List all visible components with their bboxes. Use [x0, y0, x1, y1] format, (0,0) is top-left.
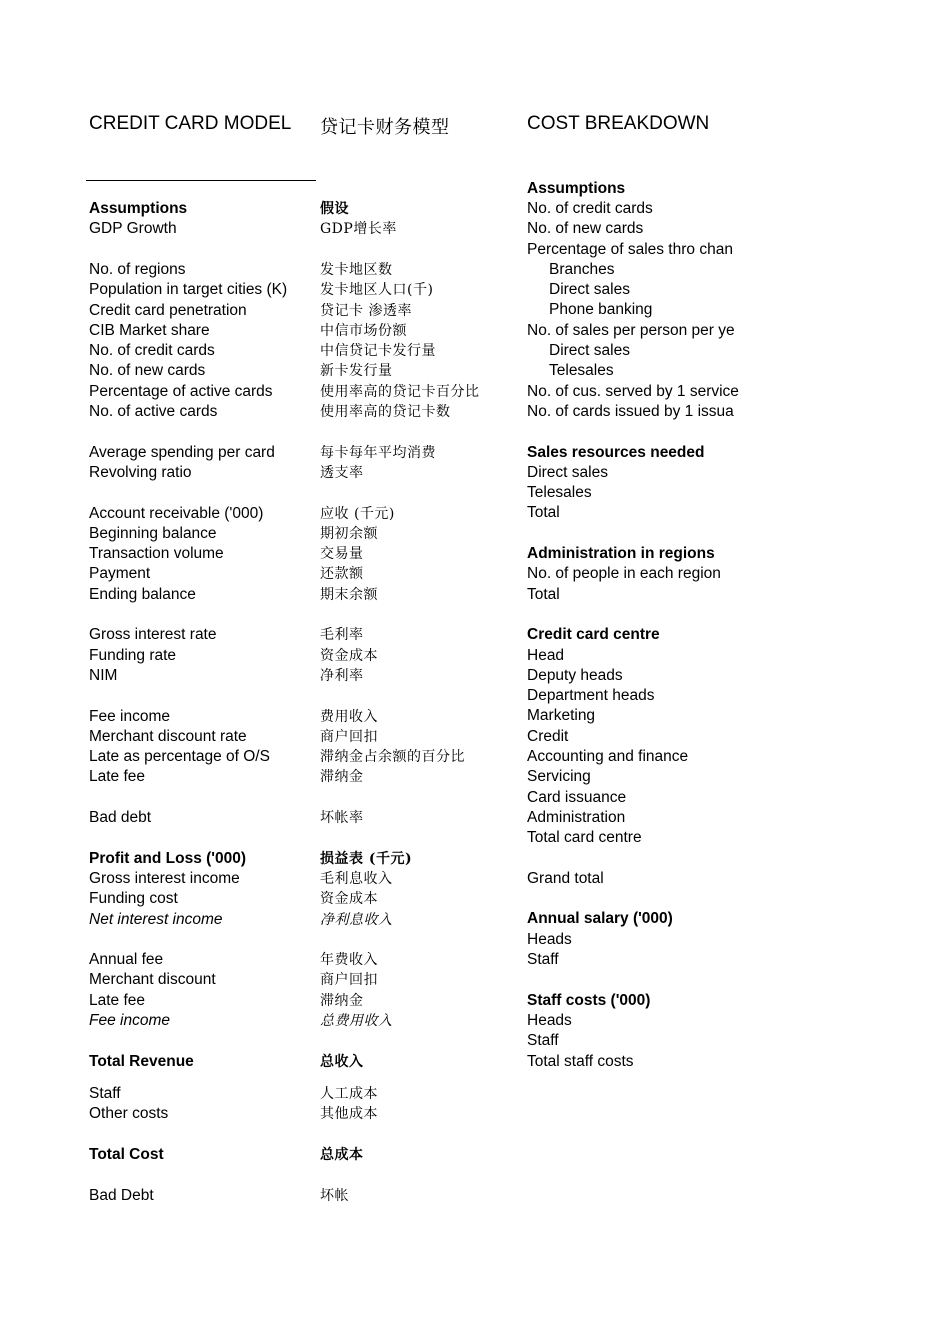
- row-label-en: CIB Market share: [89, 321, 210, 339]
- row-label-cn: 滞纳金占余额的百分比: [320, 749, 465, 766]
- section-heading: Sales resources needed: [527, 443, 705, 461]
- row-label-en: Merchant discount: [89, 971, 216, 989]
- row-label-en: Account receivable ('000): [89, 504, 264, 522]
- row-label-cn: 费用收入: [320, 708, 378, 725]
- row-label-en: Funding rate: [89, 646, 177, 664]
- cost-item-label: Branches: [549, 260, 615, 278]
- row-label-cn: 毛利息收入: [320, 870, 393, 887]
- cost-item-label: Credit: [527, 727, 569, 745]
- row-label-en: NIM: [89, 666, 118, 684]
- cost-item-label: Direct sales: [549, 342, 630, 360]
- row-label-cn: 还款额: [320, 566, 364, 583]
- row-label-en: Total Revenue: [89, 1052, 194, 1070]
- cost-item-label: Card issuance: [527, 788, 627, 806]
- row-label-en: Fee income: [89, 1012, 170, 1029]
- row-label-cn: 资金成本: [320, 647, 378, 664]
- row-label-cn: 资金成本: [320, 891, 378, 908]
- row-label-en: Staff: [89, 1085, 121, 1103]
- row-label-en: Credit card penetration: [89, 301, 247, 319]
- row-label-en: Merchant discount rate: [89, 727, 247, 745]
- row-label-cn: GDP增长率: [320, 221, 397, 238]
- section-heading: Annual salary ('000): [527, 910, 673, 928]
- cost-item-label: Total: [527, 504, 560, 522]
- row-label-cn: 商户回扣: [320, 972, 378, 989]
- section-heading: Administration in regions: [527, 545, 715, 563]
- cost-item-label: Direct sales: [549, 281, 630, 299]
- row-label-cn: 中信贷记卡发行量: [320, 343, 436, 360]
- cost-item-label: Accounting and finance: [527, 748, 689, 766]
- row-label-cn: 每卡每年平均消费: [320, 444, 436, 461]
- row-label-en: No. of credit cards: [89, 342, 215, 360]
- row-label-cn: 新卡发行量: [320, 363, 393, 380]
- cost-item-label: Staff: [527, 951, 559, 969]
- row-label-en: Assumptions: [89, 200, 188, 217]
- cost-item-label: Heads: [527, 930, 572, 948]
- cost-item-label: Direct sales: [527, 463, 608, 481]
- cost-breakdown-column: [527, 179, 741, 1179]
- cost-item-label: Administration: [527, 808, 626, 826]
- row-label-en: Total Cost: [89, 1145, 164, 1163]
- cost-item-label: Telesales: [549, 362, 614, 380]
- row-label-en: Beginning balance: [89, 524, 217, 542]
- row-label-cn: 坏帐: [320, 1187, 349, 1204]
- row-label-en: Funding cost: [89, 890, 178, 908]
- cost-item-label: No. of cards issued by 1 issua: [527, 402, 734, 420]
- row-label-cn: 总收入: [320, 1053, 364, 1070]
- cost-item-label: Percentage of sales thro chan: [527, 240, 733, 258]
- page-title: CREDIT CARD MODEL: [89, 113, 292, 134]
- cost-item-label: No. of cus. served by 1 service: [527, 382, 739, 400]
- cost-item-label: Grand total: [527, 869, 604, 887]
- cost-item-label: Department heads: [527, 687, 655, 705]
- row-label-cn: 滞纳金: [320, 992, 364, 1009]
- row-label-en: Payment: [89, 565, 151, 583]
- row-label-en: Other costs: [89, 1105, 169, 1123]
- cost-item-label: Staff: [527, 1032, 559, 1050]
- row-label-en: No. of new cards: [89, 362, 206, 380]
- row-label-cn: 毛利率: [320, 627, 364, 644]
- section-heading: Staff costs ('000): [527, 991, 651, 1009]
- row-label-cn: 其他成本: [320, 1106, 378, 1123]
- cost-item-label: Servicing: [527, 768, 591, 786]
- cost-item-label: No. of sales per person per ye: [527, 321, 735, 339]
- row-label-en: Percentage of active cards: [89, 382, 273, 400]
- row-label-cn: 期初余额: [320, 525, 378, 542]
- row-label-en: Population in target cities (K): [89, 281, 288, 299]
- section-heading: Credit card centre: [527, 626, 660, 644]
- row-label-en: Gross interest rate: [89, 626, 217, 644]
- cost-item-label: No. of credit cards: [527, 199, 653, 217]
- row-label-cn: 损益表 (千元): [320, 850, 413, 867]
- row-label-cn: 发卡地区人口(千): [320, 282, 434, 299]
- cost-item-label: Telesales: [527, 484, 592, 502]
- row-label-cn: 透支率: [320, 464, 364, 481]
- row-label-cn: 滞纳金: [320, 769, 364, 786]
- cost-item-label: Total staff costs: [527, 1052, 634, 1070]
- row-label-en: Bad debt: [89, 809, 152, 826]
- row-label-en: Fee income: [89, 707, 170, 725]
- row-label-cn: 贷记卡 渗透率: [320, 302, 412, 319]
- row-label-cn: 商户回扣: [320, 728, 378, 745]
- row-label-cn: 应收 (千元): [320, 505, 395, 522]
- row-label-en: Average spending per card: [89, 443, 275, 461]
- row-label-cn: 净利率: [320, 667, 364, 684]
- cost-item-label: Deputy heads: [527, 666, 623, 684]
- row-label-en: Late fee: [89, 991, 146, 1009]
- row-label-en: GDP Growth: [89, 220, 177, 238]
- row-label-cn: 假设: [320, 201, 349, 217]
- row-label-en: Revolving ratio: [89, 463, 192, 481]
- row-label-cn: 期末余额: [320, 586, 378, 603]
- row-label-cn: 净利息收入: [320, 911, 393, 928]
- row-label-cn: 年费收入: [320, 952, 378, 969]
- cost-item-label: No. of new cards: [527, 220, 644, 238]
- title-underline: [86, 180, 316, 181]
- row-label-en: Annual fee: [89, 951, 164, 969]
- row-label-cn: 交易量: [320, 546, 364, 563]
- cost-item-label: Marketing: [527, 707, 596, 725]
- cost-item-label: Total card centre: [527, 829, 642, 847]
- row-label-en: Ending balance: [89, 585, 196, 603]
- cost-item-label: No. of people in each region: [527, 565, 721, 583]
- section-heading: Assumptions: [527, 179, 626, 197]
- row-label-cn: 使用率高的贷记卡百分比: [320, 383, 480, 400]
- row-label-cn: 总成本: [320, 1146, 364, 1163]
- cost-item-label: Heads: [527, 1011, 572, 1029]
- row-label-en: No. of regions: [89, 260, 186, 278]
- cost-breakdown-title: COST BREAKDOWN: [527, 113, 710, 134]
- cost-item-label: Total: [527, 585, 560, 603]
- row-label-cn: 总费用收入: [320, 1013, 393, 1029]
- row-label-cn: 发卡地区数: [320, 261, 393, 278]
- row-label-en: Profit and Loss ('000): [89, 849, 246, 867]
- row-label-en: Gross interest income: [89, 869, 240, 887]
- row-label-cn: 坏帐率: [320, 810, 364, 826]
- row-label-en: Late as percentage of O/S: [89, 748, 270, 766]
- row-label-cn: 人工成本: [320, 1086, 378, 1103]
- row-label-en: Net interest income: [89, 910, 223, 928]
- row-label-en: Late fee: [89, 768, 146, 786]
- row-label-cn: 使用率高的贷记卡数: [320, 404, 451, 420]
- cost-item-label: Phone banking: [549, 301, 653, 319]
- page-title-chinese: 贷记卡财务模型: [320, 117, 450, 138]
- row-label-en: No. of active cards: [89, 403, 218, 420]
- row-label-cn: 中信市场份额: [320, 322, 407, 339]
- row-label-en: Bad Debt: [89, 1186, 154, 1204]
- cost-item-label: Head: [527, 646, 565, 664]
- row-label-en: Transaction volume: [89, 545, 224, 563]
